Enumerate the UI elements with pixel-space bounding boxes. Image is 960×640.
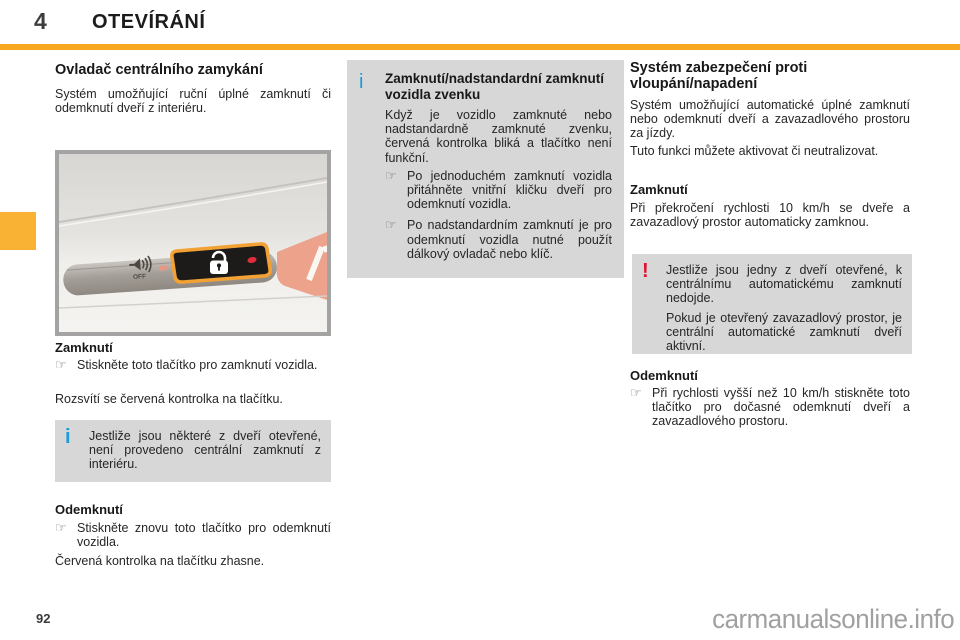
dashboard-photo-art [59,154,327,332]
chapter-title: OTEVÍRÁNÍ [92,11,206,33]
right-column [630,60,912,620]
lock-note: Rozsvítí se červená kontrolka na tlačítku. [55,392,283,406]
lock-subheading: Zamknutí [55,340,113,355]
pointer-hand-icon: ☞ [630,385,642,400]
info-box-title: Zamknutí/nadstandardní zamknutí vozidla zvenku [385,71,605,102]
central-locking-button [172,244,270,282]
info-box-bullet-1-text: Po jednoduchém zamknutí vozidla přitáhněte vnitřní kličku dveří pro odemknutí vozidla. [407,168,612,212]
info-box-left-text: Jestliže jsou některé z dveří otevřené, není provedeno centrální zamknutí z interiéru. [89,429,321,472]
warning-box [632,254,912,354]
dashboard-photo [55,150,331,336]
pointer-hand-icon: ☞ [55,520,67,535]
anti-intrusion-intro-2: Tuto funkci můžete aktivovat či neutralizovat. [630,144,879,158]
info-box-left [55,420,331,482]
unlock-instruction-text: Stiskněte znovu toto tlačítko pro odemknutí vozidla. [77,521,331,550]
photo-background [59,154,327,332]
section-intro: Systém umožňující ruční úplné zamknutí či odemknutí dveří z interiéru. [55,87,331,116]
auto-unlock-subheading: Odemknutí [630,368,698,383]
speaker-off-label: OFF [132,273,147,281]
chapter-edge-tab [0,212,36,250]
pointer-hand-icon: ☞ [385,167,397,183]
pointer-hand-icon: ☞ [55,357,67,372]
unlock-instruction [55,521,331,549]
lock-instruction-text: Stiskněte toto tlačítko pro zamknutí vozidla. [77,358,318,372]
info-box-body: Když je vozidlo zamknuté nebo nadstandardně zamknuté zvenku, červená kontrolka bliká a tlačítko není funkční. [385,108,612,165]
info-box-bullet-2 [385,218,612,265]
unlock-subheading: Odemknutí [55,502,123,517]
chapter-number: 4 [34,8,47,34]
section-heading-central-locking: Ovladač centrálního zamykání [55,62,263,78]
info-box-bullet-1 [385,169,612,216]
auto-lock-subheading: Zamknutí [630,182,688,197]
header-accent-rule [0,44,960,50]
section-heading-anti-intrusion: Systém zabezpečení proti vloupání/napadení [630,60,808,92]
auto-lock-text: Při překročení rychlosti 10 km/h se dveře a zavazadlový prostor automaticky zamknou. [630,201,910,230]
info-box-exterior-locking [347,60,624,278]
info-icon: i [65,426,71,448]
unlock-note: Červená kontrolka na tlačítku zhasne. [55,554,265,568]
auto-unlock-instruction-text: Při rychlosti vyšší než 10 km/h stiskněte toto tlačítko pro dočasné odemknutí dveří a zavazadlového prostoru. [652,386,910,429]
page-number: 92 [36,611,51,626]
pointer-hand-icon: ☞ [385,217,397,233]
auto-unlock-instruction [630,386,910,429]
warning-icon: ! [642,260,649,282]
watermark: carmanualsonline.info [711,604,954,634]
info-icon: i [359,71,364,93]
warning-box-text-1: Jestliže jsou jedny z dveří otevřené, k centrálnímu automatickému zamknutí nedojde. [666,263,902,306]
anti-intrusion-intro-1: Systém umožňující automatické úplné zamknutí nebo odemknutí dveří a zavazadlového prostoru za jízdy. [630,98,910,141]
info-box-bullet-2-text: Po nadstandardním zamknutí je pro odemknutí vozidla nutné použít dálkový ovladač nebo klíč. [407,218,612,261]
warning-box-text-2: Pokud je otevřený zavazadlový prostor, je centrální automatické zamknutí dveří aktivní. [666,310,902,354]
left-column [55,62,331,622]
lock-instruction [55,358,331,372]
